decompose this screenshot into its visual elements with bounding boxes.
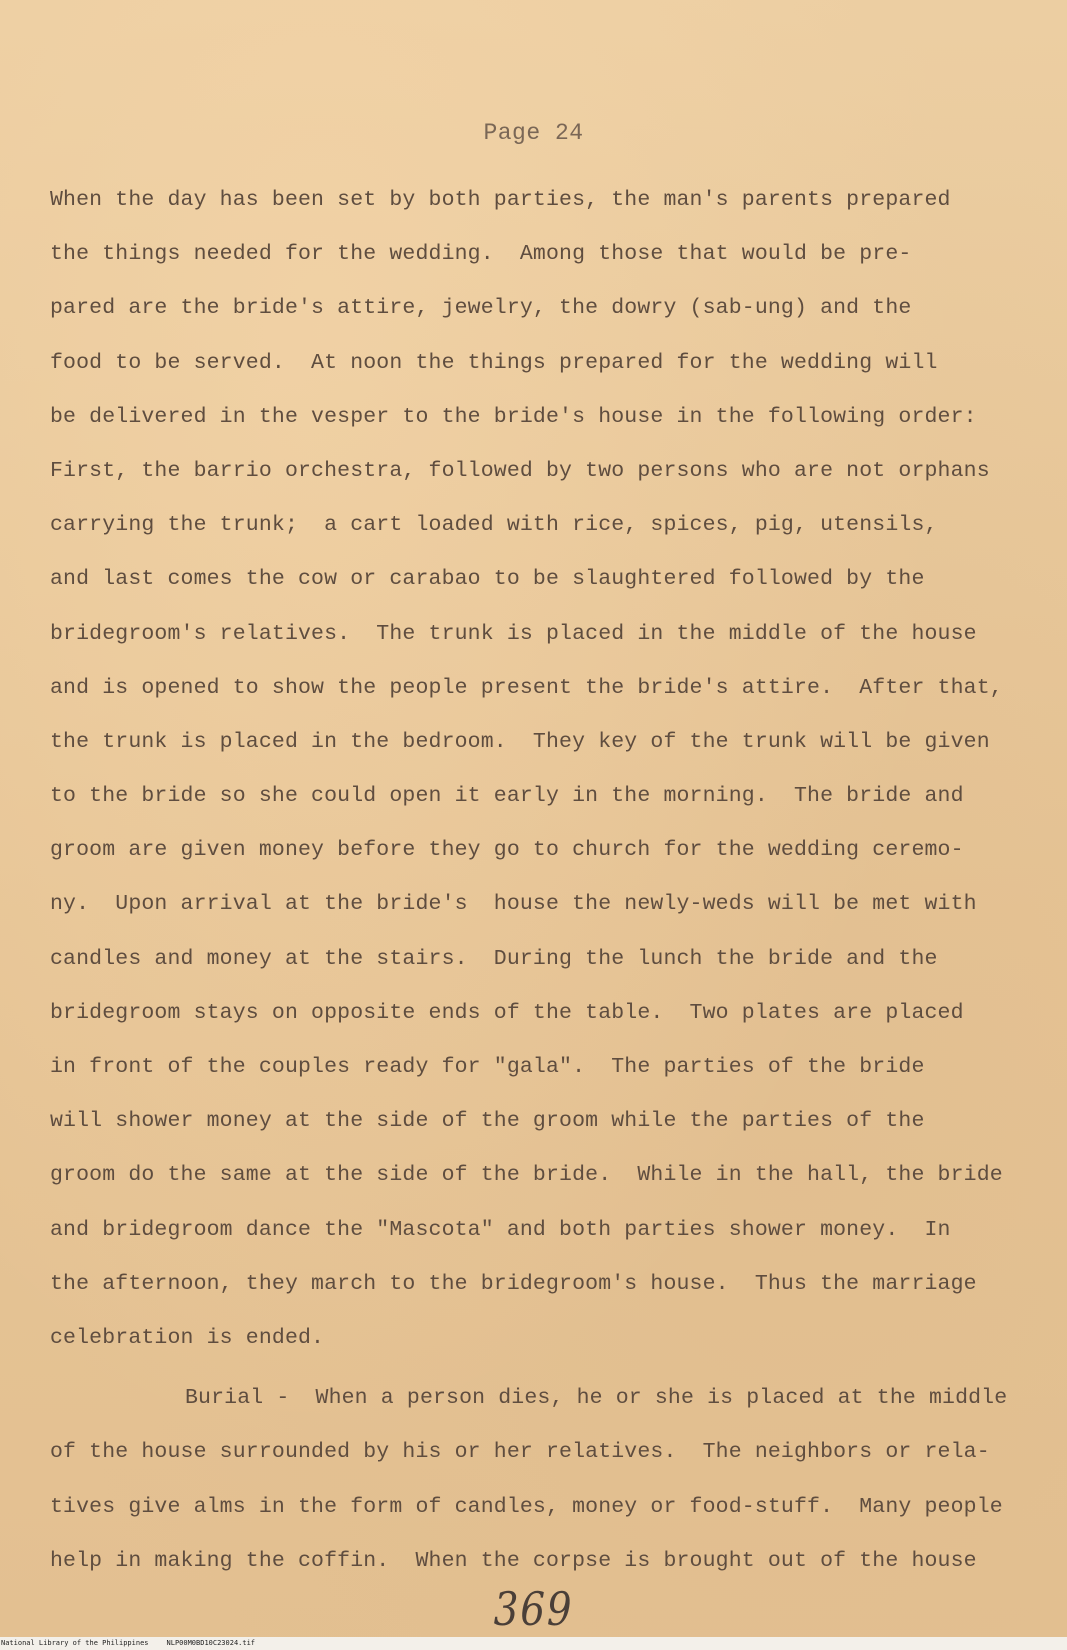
text-line: the afternoon, they march to the bridegroom's house. Thus the marriage <box>50 1271 977 1296</box>
text-line: help in making the coffin. When the corpse is brought out of the house <box>50 1548 977 1573</box>
page-header: Page 24 <box>483 120 584 146</box>
text-line: the trunk is placed in the bedroom. They key of the trunk will be given <box>50 729 990 754</box>
text-line: to the bride so she could open it early in the morning. The bride and <box>50 784 964 809</box>
text-line: and bridegroom dance the "Mascota" and both parties shower money. In <box>50 1217 951 1242</box>
paragraph-wedding <box>50 173 1040 1365</box>
text-line: ny. Upon arrival at the bride's house the newly-weds will be met with <box>50 892 977 917</box>
text-line: carrying the trunk; a cart loaded with rice, spices, pig, utensils, <box>50 513 938 538</box>
footer-library: National Library of the Philippines <box>1 1639 149 1647</box>
text-line: in front of the couples ready for "gala". The parties of the bride <box>50 1055 925 1079</box>
text-line: and last comes the cow or carabao to be slaughtered followed by the <box>50 567 925 592</box>
text-line: the things needed for the wedding. Among those that would be pre- <box>50 242 912 267</box>
text-line: groom are given money before they go to church for the wedding ceremo- <box>50 838 964 863</box>
text-line: food to be served. At noon the things prepared for the wedding will <box>50 350 938 375</box>
text-line: candles and money at the stairs. During the lunch the bride and the <box>50 946 938 971</box>
text-line: Burial - When a person dies, he or she is placed at the middle <box>185 1386 1008 1411</box>
paragraph-burial <box>50 1371 1040 1588</box>
text-line: groom do the same at the side of the bride. While in the hall, the bride <box>50 1163 1003 1188</box>
text-line: and is opened to show the people present the bride's attire. After that, <box>50 675 1003 700</box>
body-text <box>50 173 1040 1588</box>
text-line: celebration is ended. <box>50 1325 325 1350</box>
archive-footer <box>0 1637 1067 1650</box>
text-line: be delivered in the vesper to the bride's house in the following order: <box>50 404 977 429</box>
text-line: pared are the bride's attire, jewelry, the dowry (sab-ung) and the <box>50 296 912 321</box>
text-line: bridegroom stays on opposite ends of the table. Two plates are placed <box>50 1000 964 1025</box>
footer-file-id: NLP00M0BD10C23024.tif <box>166 1639 256 1647</box>
text-line: tives give alms in the form of candles, money or food-stuff. Many people <box>50 1494 1003 1519</box>
text-line: will shower money at the side of the groom while the parties of the <box>50 1109 925 1134</box>
text-line: bridegroom's relatives. The trunk is placed in the middle of the house <box>50 621 977 646</box>
handwritten-page-number: 369 <box>493 1582 574 1636</box>
text-line: First, the barrio orchestra, followed by two persons who are not orphans <box>50 458 990 483</box>
text-line: When the day has been set by both parties, the man's parents prepared <box>50 188 951 212</box>
text-line: of the house surrounded by his or her relatives. The neighbors or rela- <box>50 1440 990 1465</box>
